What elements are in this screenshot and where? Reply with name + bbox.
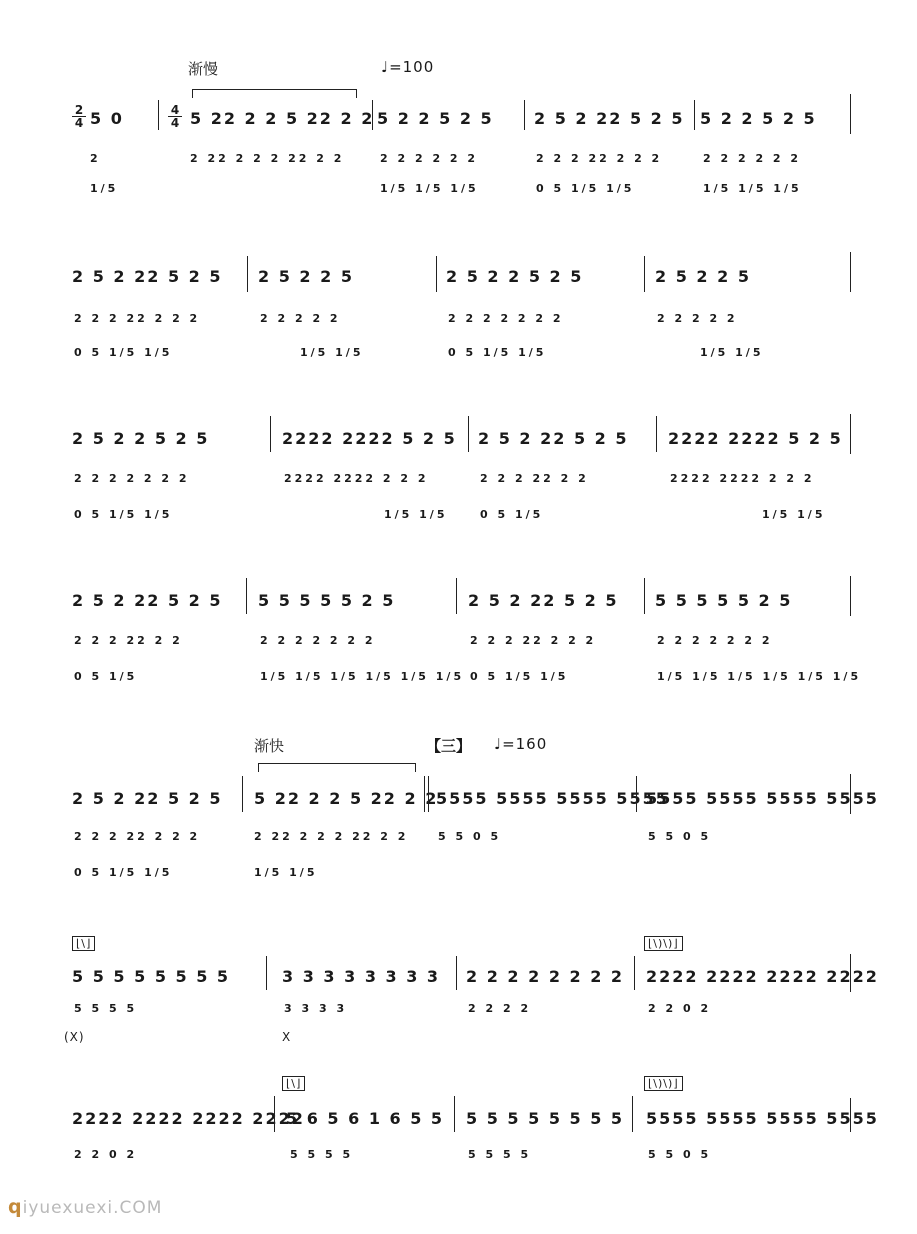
middle-row <box>0 152 917 174</box>
watermark-initial: q <box>8 1196 23 1218</box>
percussion-x-mark: X <box>282 1030 292 1044</box>
percussion-mark-box: ⌊\⌋ <box>72 936 95 951</box>
measure-1-middle: 5 5 5 5 <box>74 1002 138 1015</box>
measure-2-treble: 5 6 5 6 1 6 5 5 <box>286 1109 445 1128</box>
barline <box>372 100 373 130</box>
barline <box>454 1096 455 1132</box>
measure-4-bass: 1/5 1/5 <box>762 508 826 521</box>
barline <box>694 100 695 130</box>
measure-1-bass: 0 5 1/5 1/5 <box>74 508 173 521</box>
treble-row <box>0 266 917 288</box>
time-signature-4-4: $\frac{4}{4}$ <box>168 104 182 129</box>
middle-row <box>0 1002 917 1024</box>
measure-4-middle: 2 2 2 2 2 2 2 <box>657 634 773 647</box>
measure-1-middle: 2 2 2 22 2 2 2 <box>74 312 201 325</box>
barline <box>468 416 469 452</box>
watermark <box>8 1196 162 1218</box>
measure-1-treble: 2 5 2 22 5 2 5 <box>72 267 223 286</box>
percussion-mark-box: ⌊\⌋ <box>282 1076 305 1091</box>
measure-4-treble: 5 5 5 5 5 2 5 <box>655 591 793 610</box>
barline <box>247 256 248 292</box>
measure-4-middle: 5 5 0 5 <box>648 830 712 843</box>
percussion-mark-box: ⌊\)\)⌋ <box>644 936 683 951</box>
measure-3-middle: 2 2 2 2 2 2 <box>380 152 479 165</box>
measure-1-treble: 5 0 <box>90 109 124 128</box>
section-label: 【三】 <box>426 737 472 755</box>
middle-row <box>0 1148 917 1170</box>
measure-3-treble: 2 2 2 2 2 2 2 2 <box>466 967 625 986</box>
measure-1-middle: 2 <box>90 152 101 165</box>
barline <box>632 1096 633 1132</box>
measure-1-bass: 0 5 1/5 <box>74 670 138 683</box>
measure-2-middle: 2 22 2 2 2 22 2 2 <box>190 152 345 165</box>
bass-row <box>0 508 917 530</box>
barline <box>158 100 159 130</box>
measure-3-bass: 0 5 1/5 1/5 <box>448 346 547 359</box>
measure-4-treble: 2222 2222 2222 2222 <box>646 967 879 986</box>
measure-3-middle: 5 5 0 5 <box>438 830 502 843</box>
measure-4-bass: 0 5 1/5 1/5 <box>536 182 635 195</box>
measure-4-middle: 2222 2222 2 2 2 <box>670 472 815 485</box>
barline <box>850 576 851 616</box>
measure-4-middle: 5 5 0 5 <box>648 1148 712 1161</box>
measure-2-middle: 2 2 2 2 2 2 2 <box>260 634 376 647</box>
barline <box>274 1096 275 1132</box>
treble-row <box>0 788 917 810</box>
tempo-fast-mark: ♩=160 <box>494 735 548 753</box>
measure-3-treble: 2 5 2 2 5 2 5 <box>446 267 584 286</box>
measure-2-treble: 5 22 2 2 5 22 2 2 <box>254 789 439 808</box>
measure-3-treble: 5 5 5 5 5 5 5 5 <box>466 1109 625 1128</box>
barline <box>644 578 645 614</box>
measure-2-treble: 5 22 2 2 5 22 2 2 <box>190 109 375 128</box>
barline <box>456 578 457 614</box>
measure-5-middle: 2 2 2 2 2 2 <box>703 152 802 165</box>
measure-4-middle: 2 2 2 22 2 2 2 <box>536 152 663 165</box>
measure-2-middle: 3 3 3 3 <box>284 1002 348 1015</box>
measure-1-middle: 2 2 2 22 2 2 2 <box>74 830 201 843</box>
measure-3-bass: 0 5 1/5 <box>480 508 544 521</box>
measure-1-treble: 2 5 2 2 5 2 5 <box>72 429 210 448</box>
measure-3-bass: 0 5 1/5 1/5 <box>470 670 569 683</box>
measure-2-treble: 5 5 5 5 5 2 5 <box>258 591 396 610</box>
treble-row <box>0 966 917 988</box>
measure-1-middle: 2 2 0 2 <box>74 1148 138 1161</box>
measure-1-treble: 2 5 2 22 5 2 5 <box>72 591 223 610</box>
measure-4-treble: 2 5 2 2 5 <box>655 267 751 286</box>
measure-2-treble: 2 5 2 2 5 <box>258 267 354 286</box>
double-barline <box>424 776 425 812</box>
measure-2-middle: 2 22 2 2 2 22 2 2 <box>254 830 409 843</box>
measure-1-middle: 2 2 2 2 2 2 2 <box>74 472 190 485</box>
measure-2-bass: 1/5 1/5 <box>384 508 448 521</box>
measure-4-treble: 5555 5555 5555 5555 <box>646 1109 879 1128</box>
watermark-text: iyuexuexi.COM <box>22 1198 163 1218</box>
treble-row <box>0 428 917 450</box>
middle-row <box>0 830 917 852</box>
middle-row <box>0 312 917 334</box>
barline <box>656 416 657 452</box>
barline <box>246 578 247 614</box>
measure-2-bass: 1/5 1/5 <box>300 346 364 359</box>
barline <box>456 956 457 990</box>
barline <box>524 100 525 130</box>
measure-2-middle: 2222 2222 2 2 2 <box>284 472 429 485</box>
bass-row <box>0 866 917 888</box>
barline <box>634 956 635 990</box>
measure-2-treble: 3 3 3 3 3 3 3 3 <box>282 967 441 986</box>
barline <box>270 416 271 452</box>
barline <box>242 776 243 812</box>
measure-1-bass: 0 5 1/5 1/5 <box>74 866 173 879</box>
measure-4-middle: 2 2 0 2 <box>648 1002 712 1015</box>
measure-3-treble: 5555 5555 5555 5555 <box>436 789 669 808</box>
treble-row <box>0 108 917 130</box>
measure-4-bass: 1/5 1/5 <box>700 346 764 359</box>
barline <box>636 776 637 812</box>
measure-2-treble: 2222 2222 5 2 5 <box>282 429 457 448</box>
percussion-mark-box: ⌊\)\)⌋ <box>644 1076 683 1091</box>
measure-1-bass: 1/5 <box>90 182 119 195</box>
tempo-fast-label: 渐快 <box>254 737 285 755</box>
measure-2-middle: 5 5 5 5 <box>290 1148 354 1161</box>
tempo-slow-label: 渐慢 <box>188 60 219 78</box>
measure-1-treble: 2222 2222 2222 2222 <box>72 1109 305 1128</box>
barline <box>850 954 851 992</box>
barline <box>850 94 851 134</box>
measure-3-middle: 2 2 2 2 <box>468 1002 532 1015</box>
measure-4-treble: 2222 2222 5 2 5 <box>668 429 843 448</box>
measure-3-bass: 1/5 1/5 1/5 <box>380 182 479 195</box>
measure-4-bass: 1/5 1/5 1/5 1/5 1/5 1/5 <box>657 670 862 683</box>
tempo-slow-mark: ♩=100 <box>381 58 435 76</box>
measure-1-treble: 5 5 5 5 5 5 5 5 <box>72 967 231 986</box>
measure-2-middle: 2 2 2 2 2 <box>260 312 341 325</box>
bass-row <box>0 182 917 204</box>
measure-4-treble: 2 5 2 22 5 2 5 <box>534 109 685 128</box>
middle-row <box>0 634 917 656</box>
bass-row <box>0 346 917 368</box>
measure-3-middle: 2 2 2 22 2 2 2 <box>470 634 597 647</box>
treble-row <box>0 590 917 612</box>
measure-3-treble: 2 5 2 22 5 2 5 <box>468 591 619 610</box>
measure-1-bass: 0 5 1/5 1/5 <box>74 346 173 359</box>
barline <box>850 252 851 292</box>
measure-1-treble: 2 5 2 22 5 2 5 <box>72 789 223 808</box>
measure-4-middle: 2 2 2 2 2 <box>657 312 738 325</box>
percussion-x-mark: (X) <box>64 1030 85 1044</box>
measure-3-treble: 5 2 2 5 2 5 <box>377 109 494 128</box>
measure-5-bass: 1/5 1/5 1/5 <box>703 182 802 195</box>
measure-5-treble: 5 2 2 5 2 5 <box>700 109 817 128</box>
middle-row <box>0 472 917 494</box>
barline <box>850 774 851 814</box>
barline <box>266 956 267 990</box>
measure-2-bass: 1/5 1/5 <box>254 866 318 879</box>
measure-3-middle: 2 2 2 22 2 2 <box>480 472 589 485</box>
measure-3-middle: 2 2 2 2 2 2 2 <box>448 312 564 325</box>
measure-3-middle: 5 5 5 5 <box>468 1148 532 1161</box>
barline <box>644 256 645 292</box>
measure-4-treble: 5555 5555 5555 5555 <box>646 789 879 808</box>
measure-3-treble: 2 5 2 22 5 2 5 <box>478 429 629 448</box>
barline <box>850 414 851 454</box>
treble-row <box>0 1108 917 1130</box>
barline <box>850 1098 851 1132</box>
phrase-bracket <box>258 763 416 772</box>
phrase-bracket <box>192 89 357 98</box>
measure-2-bass: 1/5 1/5 1/5 1/5 1/5 1/5 <box>260 670 465 683</box>
bass-row <box>0 670 917 692</box>
measure-1-middle: 2 2 2 22 2 2 <box>74 634 183 647</box>
barline <box>436 256 437 292</box>
time-signature-2-4: $\frac{2}{4}$ <box>72 104 86 129</box>
